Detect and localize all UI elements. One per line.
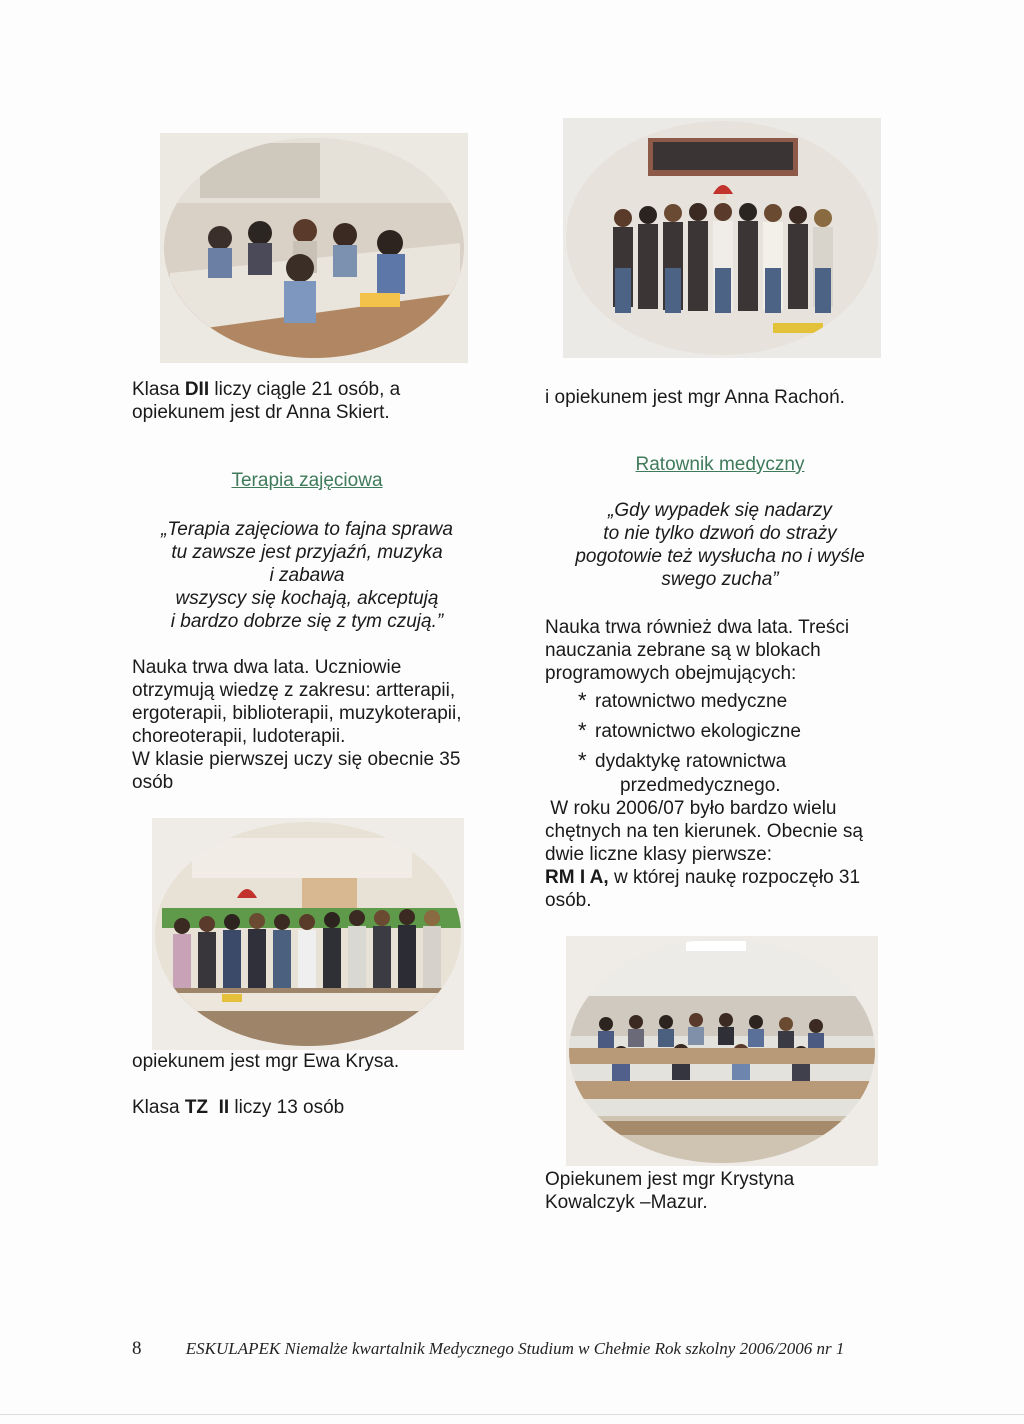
group-photo-krysa: [152, 818, 464, 1050]
paragraph-2006-line: chętnych na ten kierunek. Obecnie są: [545, 821, 863, 842]
classroom-photo-dii: [160, 133, 468, 363]
list-item-continuation: przedmedycznego.: [620, 775, 781, 796]
paragraph-2006-line: W roku 2006/07 było bardzo wielu: [545, 798, 837, 819]
paragraph-terapia-line: otrzymują wiedzę z zakresu: artterapii,: [132, 680, 456, 701]
poem-ratownik-line: „Gdy wypadek się nadarzy: [608, 500, 832, 521]
group-photo-rachon: [563, 118, 881, 358]
caption-kowalczyk: [545, 1168, 885, 1214]
poem-ratownik-line: pogotowie też wysłucha no i wyśle: [575, 546, 865, 567]
footer-text: ESKULAPEK Niemalże kwartalnik Medycznego Studium w Chełmie Rok szkolny 2006/2006 nr 1: [185, 1339, 845, 1358]
rmia-text: w której naukę rozpoczęło 31: [608, 867, 861, 888]
caption-dii-text-2: opiekunem jest dr Anna Skiert.: [132, 402, 390, 423]
class-tz-ii: TZ II: [184, 1097, 230, 1118]
poem-ratownik-line: swego zucha”: [661, 569, 779, 590]
heading-terapia-zajeciowa: Terapia zajęciowa: [231, 470, 383, 491]
poem-terapia-line: tu zawsze jest przyjaźń, muzyka: [171, 542, 443, 563]
caption-dii-prefix: Klasa: [132, 379, 185, 400]
heading-ratownik-medyczny: Ratownik medyczny: [635, 454, 805, 475]
list-item: [578, 748, 898, 774]
poem-terapia-line: i zabawa: [269, 565, 345, 586]
caption-rachon: i opiekunem jest mgr Anna Rachoń.: [545, 387, 845, 408]
poem-ratownik-line: to nie tylko dzwoń do straży: [603, 523, 837, 544]
caption-kowalczyk-line: Kowalczyk –Mazur.: [545, 1192, 708, 1213]
poem-terapia-line: „Terapia zajęciowa to fajna sprawa: [161, 519, 453, 540]
list-item-text: dydaktykę ratownictwa: [595, 751, 787, 772]
asterisk-bullet-icon: *: [578, 718, 587, 743]
paragraph-terapia-line: osób: [132, 772, 174, 793]
rmia-line: [545, 866, 915, 889]
caption-tz-prefix: Klasa: [132, 1097, 185, 1118]
list-item-text: ratownictwo medyczne: [595, 691, 788, 712]
paragraph-terapia-line: W klasie pierwszej uczy się obecnie 35: [132, 749, 461, 770]
poem-terapia: [132, 518, 482, 633]
paragraph-2006: [545, 797, 915, 912]
paragraph-ratownik-line: Nauka trwa również dwa lata. Treści: [545, 617, 850, 638]
poem-terapia-line: i bardzo dobrze się z tym czują.”: [170, 611, 444, 632]
paragraph-terapia: [132, 656, 502, 794]
paragraph-ratownik: [545, 616, 915, 685]
class-dii: DII: [184, 379, 210, 400]
paragraph-ratownik-line: nauczania zebrane są w blokach: [545, 640, 821, 661]
class-rmia: RM I A,: [545, 867, 609, 888]
caption-dii-text-1: liczy ciągle 21 osób, a: [209, 379, 401, 400]
paragraph-terapia-line: choreoterapii, ludoterapii.: [132, 726, 346, 747]
poem-ratownik: [545, 499, 895, 591]
classroom-photo-rmia: [566, 936, 878, 1166]
paragraph-terapia-line: Nauka trwa dwa lata. Uczniowie: [132, 657, 402, 678]
list-item-text: ratownictwo ekologiczne: [595, 721, 801, 742]
bullet-list: [578, 688, 898, 797]
caption-kowalczyk-line: Opiekunem jest mgr Krystyna: [545, 1169, 795, 1190]
rmia-text-2: osób.: [545, 890, 592, 911]
page-edge-divider: [0, 1414, 1024, 1415]
footer: [132, 1338, 892, 1360]
paragraph-terapia-line: ergoterapii, biblioterapii, muzykoterapii,: [132, 703, 462, 724]
paragraph-2006-line: dwie liczne klasy pierwsze:: [545, 844, 773, 865]
caption-tz: [132, 1096, 472, 1119]
asterisk-bullet-icon: *: [578, 748, 587, 773]
caption-dii: [132, 378, 462, 424]
caption-krysa: opiekunem jest mgr Ewa Krysa.: [132, 1051, 400, 1072]
caption-tz-suffix: liczy 13 osób: [229, 1097, 345, 1118]
poem-terapia-line: wszyscy się kochają, akceptują: [175, 588, 439, 609]
paragraph-ratownik-line: programowych obejmujących:: [545, 663, 797, 684]
asterisk-bullet-icon: *: [578, 688, 587, 713]
page-number: 8: [132, 1338, 142, 1359]
list-item: [578, 688, 898, 718]
list-item: [578, 718, 898, 748]
